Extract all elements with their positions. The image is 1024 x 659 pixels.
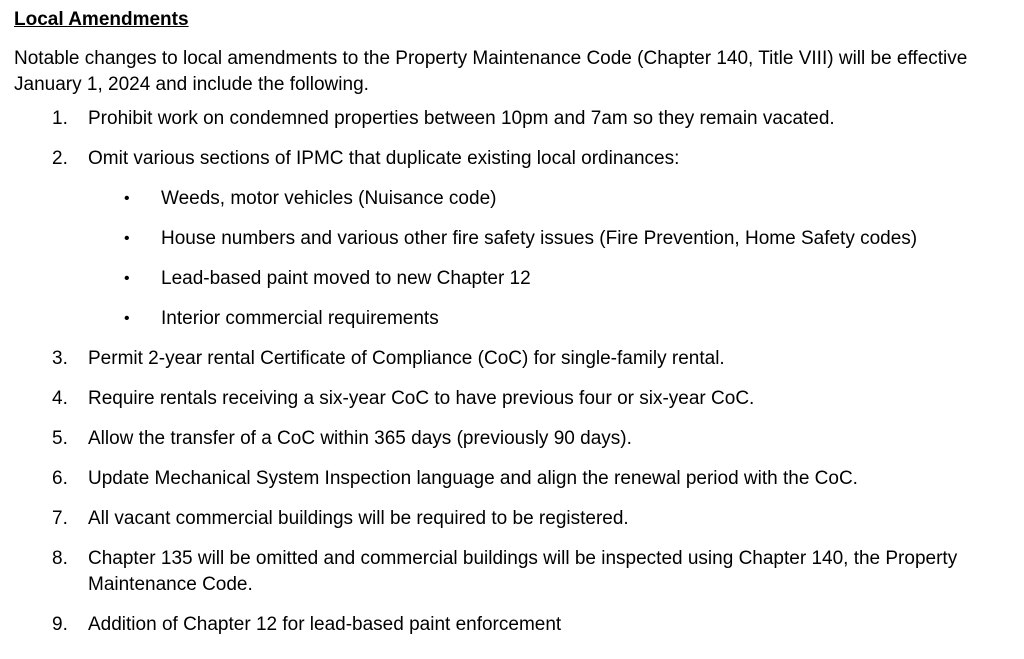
list-item — [14, 106, 1010, 132]
list-item — [14, 386, 1010, 412]
sub-list-item — [88, 186, 1010, 212]
sub-list-item-text: Weeds, motor vehicles (Nuisance code) — [161, 188, 497, 209]
list-item-text: Chapter 135 will be omitted and commercial buildings will be inspected using Chapter 140, the Property Maintenance Code. — [88, 548, 958, 595]
list-item-number: 5. — [52, 428, 68, 449]
list-item-number: 3. — [52, 348, 68, 369]
bullet-icon: • — [124, 230, 130, 247]
list-item-text: Update Mechanical System Inspection language and align the renewal period with the CoC. — [88, 468, 858, 489]
list-item — [14, 546, 1010, 598]
list-item-text: Allow the transfer of a CoC within 365 days (previously 90 days). — [88, 428, 632, 449]
list-item-number: 8. — [52, 548, 68, 569]
list-item-text: Prohibit work on condemned properties between 10pm and 7am so they remain vacated. — [88, 108, 835, 129]
sub-list-item — [88, 226, 1010, 252]
bullet-icon: • — [124, 310, 130, 327]
list-item-number: 2. — [52, 148, 68, 169]
sub-list — [88, 186, 1010, 332]
list-item-text: Omit various sections of IPMC that duplicate existing local ordinances: — [88, 148, 680, 169]
list-item — [14, 506, 1010, 532]
list-item-number: 6. — [52, 468, 68, 489]
list-item-text: Require rentals receiving a six-year CoC to have previous four or six-year CoC. — [88, 388, 755, 409]
list-item-number: 4. — [52, 388, 68, 409]
list-item — [14, 466, 1010, 492]
section-heading: Local Amendments — [14, 9, 189, 30]
list-item-text: Permit 2-year rental Certificate of Compliance (CoC) for single-family rental. — [88, 348, 725, 369]
sub-list-item-text: House numbers and various other fire safety issues (Fire Prevention, Home Safety codes) — [161, 228, 918, 249]
intro-paragraph: Notable changes to local amendments to the Property Maintenance Code (Chapter 140, Title VIII) will be effective January 1, 2024 and include the following. — [14, 48, 968, 95]
list-item — [14, 426, 1010, 452]
list-item — [14, 612, 1010, 638]
bullet-icon: • — [124, 270, 130, 287]
sub-list-item — [88, 266, 1010, 292]
sub-list-item-text: Lead-based paint moved to new Chapter 12 — [161, 268, 531, 289]
list-item — [14, 146, 1010, 332]
list-item-text: Addition of Chapter 12 for lead-based paint enforcement — [88, 614, 562, 635]
list-item-number: 1. — [52, 108, 68, 129]
amendments-list — [14, 106, 1010, 638]
list-item — [14, 346, 1010, 372]
list-item-number: 7. — [52, 508, 68, 529]
list-item-text: All vacant commercial buildings will be required to be registered. — [88, 508, 629, 529]
sub-list-item-text: Interior commercial requirements — [161, 308, 439, 329]
sub-list-item — [88, 306, 1010, 332]
bullet-icon: • — [124, 190, 130, 207]
list-item-number: 9. — [52, 614, 68, 635]
